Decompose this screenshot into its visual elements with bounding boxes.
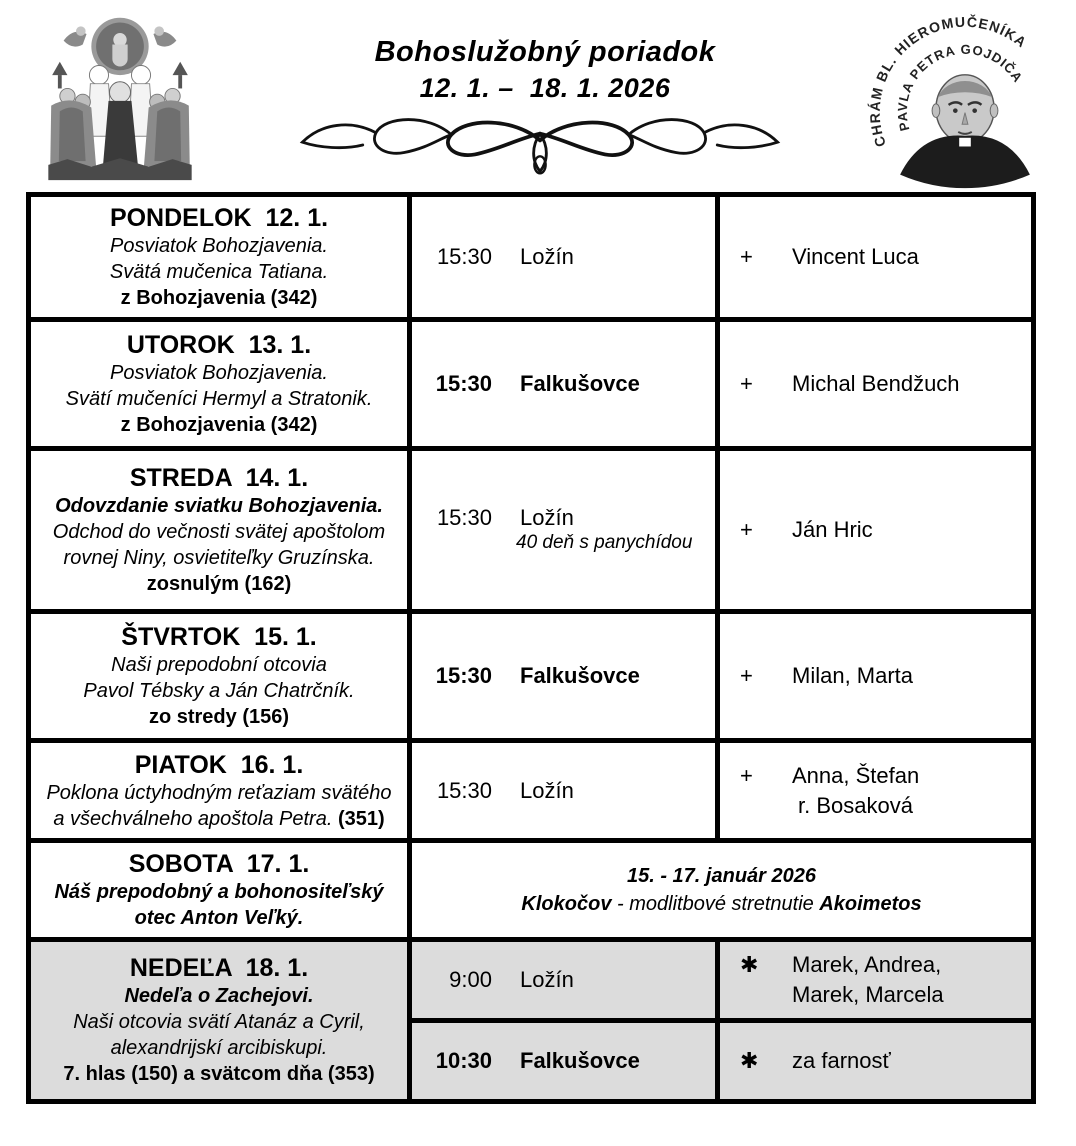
cross-symbol: + [740, 762, 753, 788]
date-range: 12. 1. – 18. 1. 2026 [419, 73, 671, 103]
event-date: 15. - 17. január 2026 [626, 865, 816, 887]
friday-service-cell [410, 741, 718, 841]
friday-day-cell [29, 741, 410, 841]
day-title: STREDA 14. 1. [129, 463, 309, 492]
parish-logo [862, 8, 1068, 192]
day-feast: Odovzdanie sviatku Bohozjavenia. [55, 494, 383, 517]
day-feast: Náš prepodobný a bohonositeľský [54, 881, 384, 903]
service-place: Falkušovce [520, 371, 640, 396]
friday-intention-cell [718, 741, 1034, 841]
service-time: 15:30 [436, 244, 492, 269]
intention-name: za farnosť [792, 1048, 891, 1073]
event-name: Akoimetos [819, 893, 922, 915]
service-place: Ložín [520, 244, 574, 269]
intention-name: Ján Hric [792, 517, 873, 542]
intention-name: Milan, Marta [792, 663, 914, 688]
row-friday [29, 741, 1034, 841]
saturday-day-cell [29, 841, 410, 940]
event-place: Klokočov [521, 893, 612, 915]
service-time: 15:30 [435, 663, 492, 688]
service-time: 15:30 [436, 505, 492, 530]
wednesday-service-cell [410, 449, 718, 612]
tuesday-service-cell [410, 320, 718, 449]
service-time: 10:30 [435, 1048, 492, 1073]
page-title: Bohoslužobný poriadok [374, 36, 716, 68]
day-title: PONDELOK 12. 1. [109, 203, 329, 232]
monday-day-cell [29, 195, 410, 320]
row-tuesday [29, 320, 1034, 449]
service-time: 15:30 [435, 371, 492, 396]
day-ref: zosnulým (162) [146, 572, 292, 595]
day-desc: Pavol Tébsky a Ján Chatrčník. [83, 679, 355, 702]
thursday-service-cell [410, 612, 718, 741]
intention-name: Vincent Luca [792, 244, 919, 269]
day-desc: Posviatok Bohozjavenia. [110, 361, 328, 384]
day-ref: 7. hlas (150) a svätcom dňa (353) [63, 1063, 375, 1085]
service-note: 40 deň s panychídou [516, 532, 693, 553]
day-desc: Odchod do večnosti svätej apoštolom [52, 520, 386, 543]
saturday-event-cell [410, 841, 1034, 940]
intention-name: Anna, Štefan [792, 762, 920, 788]
event-desc: - modlitbové stretnutie [611, 893, 820, 915]
cross-symbol: + [740, 371, 753, 396]
day-desc: Poklona úctyhodným reťaziam svätého [46, 781, 392, 804]
logo-arc-outer-text: CHRÁM BL. HIEROMUČENÍKA [866, 13, 1031, 150]
sunday-service-cell-1 [410, 940, 718, 1021]
day-feast: Nedeľa o Zachejovi. [124, 985, 314, 1007]
day-desc: Posviatok Bohozjavenia. [110, 234, 328, 257]
cross-symbol: + [740, 517, 753, 542]
intention-name: r. Bosaková [798, 792, 913, 818]
day-ref: z Bohozjavenia (342) [120, 286, 318, 309]
intention-name: Marek, Marcela [792, 982, 944, 1007]
title-block [280, 36, 810, 104]
intention-name: Marek, Andrea, [792, 952, 942, 977]
day-desc: Svätá mučenica Tatiana. [109, 260, 329, 283]
day-ref: (351) [337, 807, 385, 830]
day-desc: Naši otcovia svätí Atanáz a Cyril, [73, 1011, 365, 1033]
cross-symbol: + [740, 244, 753, 269]
tuesday-day-cell [29, 320, 410, 449]
row-sunday [29, 940, 1034, 1021]
day-desc: rovnej Niny, osvietiteľky Gruzínska. [63, 546, 375, 569]
sunday-day-cell [29, 940, 410, 1102]
monday-intention-cell [718, 195, 1034, 320]
cross-symbol: + [740, 663, 753, 688]
service-place: Ložín [520, 505, 574, 530]
flourish-divider-icon [285, 112, 795, 178]
sunday-intention-cell-2 [718, 1021, 1034, 1102]
logo-arc-inner-text: PAVLA PETRA GOJDIČA [894, 41, 1026, 133]
day-title: UTOROK 13. 1. [126, 330, 312, 359]
synaxis-icon-image [38, 12, 202, 184]
row-monday [29, 195, 1034, 320]
service-place: Falkušovce [520, 663, 640, 688]
day-desc: Svätí mučeníci Hermyl a Stratonik. [65, 387, 373, 410]
intention-name: Michal Bendžuch [792, 371, 960, 396]
day-ref: zo stredy (156) [148, 705, 290, 728]
header [0, 0, 1076, 192]
sunday-intention-cell-1 [718, 940, 1034, 1021]
day-title: ŠTVRTOK 15. 1. [121, 622, 317, 651]
schedule-table [26, 192, 1036, 1104]
thursday-intention-cell [718, 612, 1034, 741]
row-thursday [29, 612, 1034, 741]
day-ref: z Bohozjavenia (342) [120, 413, 318, 436]
wednesday-day-cell [29, 449, 410, 612]
day-title: NEDEĽA 18. 1. [129, 954, 309, 982]
row-wednesday [29, 449, 1034, 612]
service-place: Ložín [520, 777, 574, 803]
tuesday-intention-cell [718, 320, 1034, 449]
asterisk-symbol: ✱ [740, 1048, 759, 1073]
thursday-day-cell [29, 612, 410, 741]
day-desc: alexandrijskí arcibiskupi. [110, 1037, 328, 1059]
service-time: 15:30 [436, 777, 492, 803]
service-place: Ložín [520, 967, 574, 992]
day-title: SOBOTA 17. 1. [128, 850, 310, 878]
day-feast: otec Anton Veľký. [134, 907, 304, 929]
day-desc: Naši prepodobní otcovia [111, 653, 327, 676]
asterisk-symbol: ✱ [740, 952, 759, 977]
service-place: Falkušovce [520, 1048, 640, 1073]
monday-service-cell [410, 195, 718, 320]
sunday-service-cell-2 [410, 1021, 718, 1102]
row-saturday [29, 841, 1034, 940]
day-desc: a všechválneho apoštola Petra. (351) [53, 807, 385, 830]
day-title: PIATOK 16. 1. [134, 750, 304, 779]
service-time: 9:00 [449, 967, 492, 992]
wednesday-intention-cell [718, 449, 1034, 612]
